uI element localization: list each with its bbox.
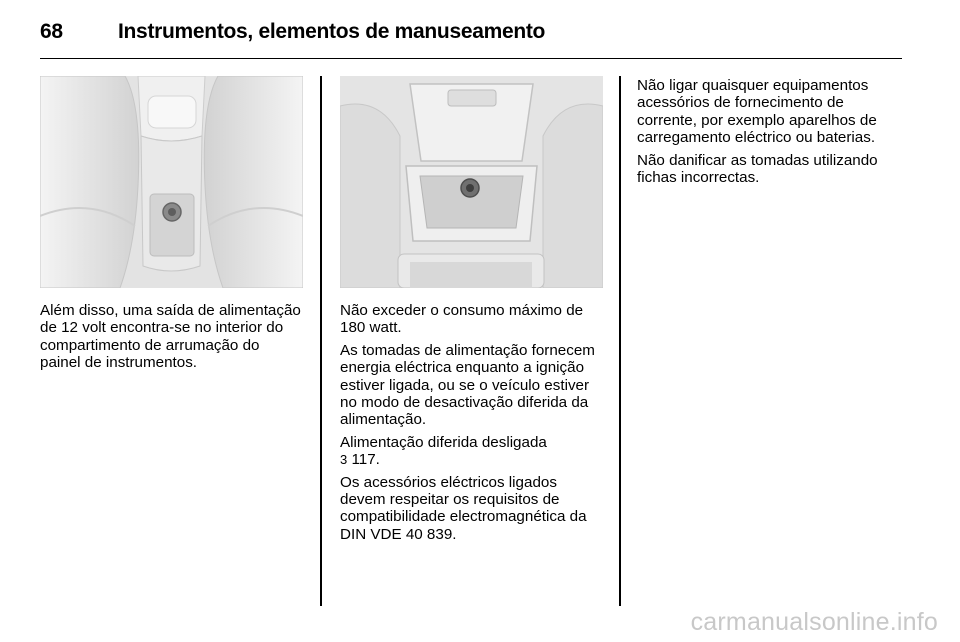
column-3: [637, 77, 907, 191]
column-3-text: [637, 77, 907, 186]
page-header: [40, 18, 902, 59]
storage-compartment-illustration: [340, 76, 603, 288]
paragraph: Não danificar as tomadas utilizando fichas incorrectas.: [637, 151, 878, 187]
paragraph: Além disso, uma saída de alimentação de 12 volt encontra-se no interior do compartimento de arrumação do painel de instrumentos.: [40, 302, 301, 372]
page-number: 68: [40, 20, 63, 43]
page-title: Instrumentos, elementos de manuseamento: [118, 20, 546, 43]
watermark: carmanualsonline.info: [690, 608, 938, 636]
paragraph: Não ligar quaisquer equipamentos acessórios de fornecimento de corrente, por exemplo aparelhos de carregamento eléctrico ou baterias.: [637, 77, 877, 147]
paragraph-with-xref: [340, 434, 604, 469]
paragraph: Os acessórios eléctricos ligados devem respeitar os requisitos de compatibilidade electromagnética da DIN VDE 40 839.: [340, 473, 587, 543]
xref-page-link[interactable]: 117.: [351, 451, 380, 469]
column-1-text: [40, 302, 304, 372]
column-divider-2: [619, 76, 621, 606]
figure-center-console-socket: [40, 76, 303, 288]
paragraph-text: Alimentação diferida desligada: [340, 433, 547, 451]
column-2-text: [340, 302, 604, 543]
paragraph: Não exceder o consumo máximo de 180 watt.: [340, 302, 584, 337]
column-2: [340, 76, 604, 548]
column-divider-1: [320, 76, 322, 606]
column-1: [40, 76, 304, 377]
center-console-illustration: [40, 76, 303, 288]
figure-storage-compartment-socket: [340, 76, 603, 288]
xref-arrow-icon: 3: [340, 452, 348, 468]
paragraph: As tomadas de alimentação fornecem energia eléctrica enquanto a ignição estiver ligada, ou se o veículo estiver no modo de desactivação diferida da alimentação.: [340, 341, 595, 429]
